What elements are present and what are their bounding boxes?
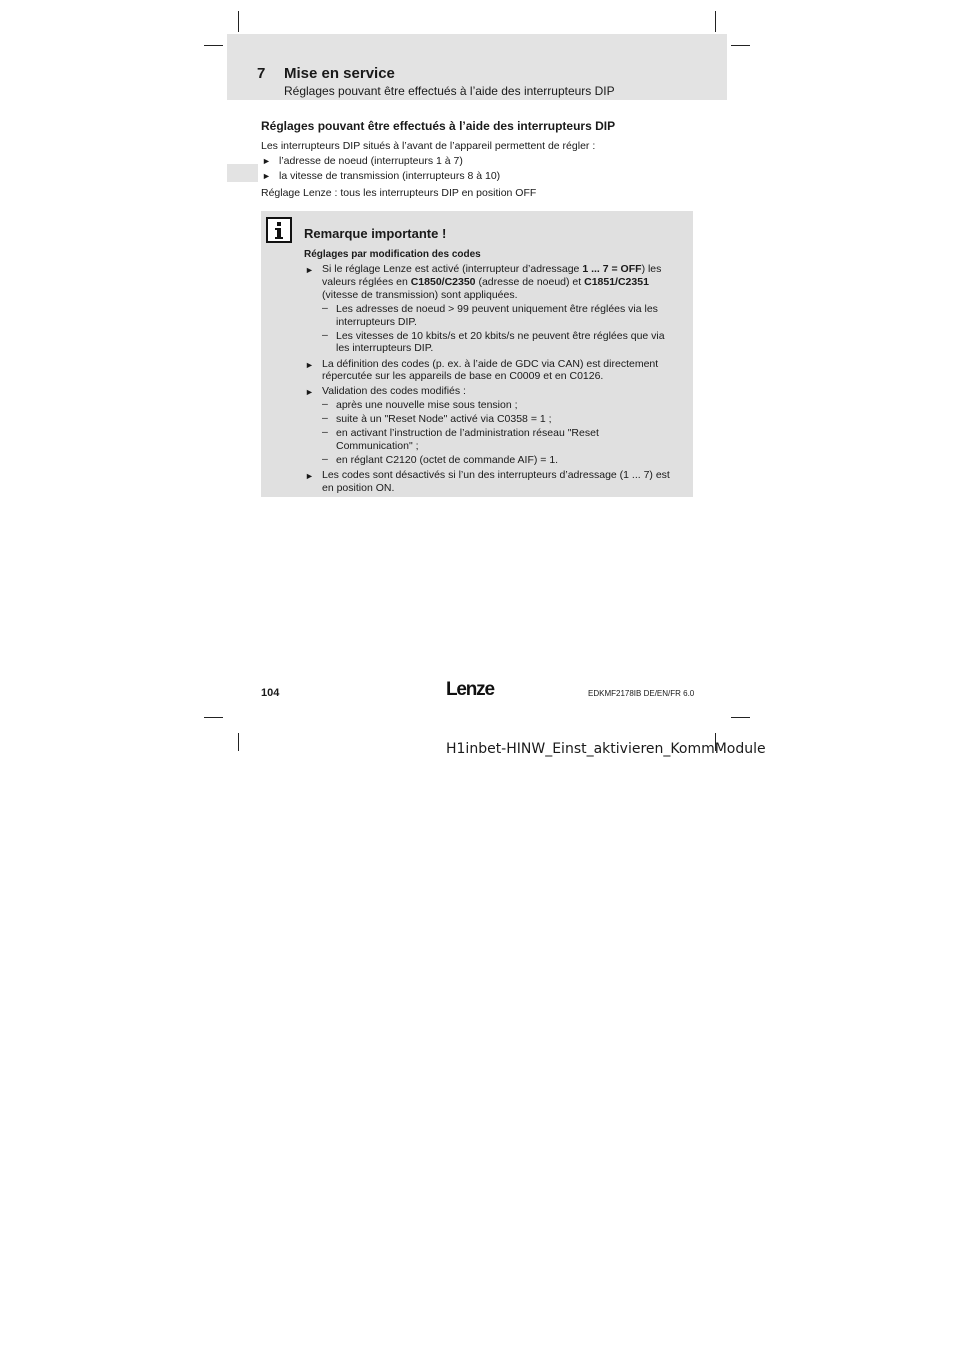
bullet-arrow-icon: ► bbox=[262, 156, 271, 166]
page-number: 104 bbox=[261, 687, 280, 699]
note-title: Remarque importante ! bbox=[304, 226, 447, 241]
dash-icon: – bbox=[322, 302, 328, 314]
note-line: en position ON. bbox=[322, 482, 395, 494]
side-tab bbox=[227, 164, 258, 182]
dash-icon: – bbox=[322, 453, 328, 465]
bullet-arrow-icon: ► bbox=[262, 171, 271, 181]
note-line: Si le réglage Lenze est activé (interrupteur d’adressage 1 ... 7 = OFF) les bbox=[322, 263, 662, 275]
crop-mark bbox=[204, 45, 223, 46]
note-line: Validation des codes modifiés : bbox=[322, 385, 466, 397]
note-line: Communication" ; bbox=[336, 440, 419, 452]
note-line: en réglant C2120 (octet de commande AIF) = 1. bbox=[336, 454, 559, 466]
chapter-subtitle: Réglages pouvant être effectués à l’aide des interrupteurs DIP bbox=[284, 84, 615, 98]
note-line: en activant l’instruction de l’administration réseau "Reset bbox=[336, 427, 599, 439]
lenze-setting: Réglage Lenze : tous les interrupteurs DIP en position OFF bbox=[261, 187, 537, 199]
bullet-arrow-icon: ► bbox=[305, 387, 314, 397]
section-title: Réglages pouvant être effectués à l’aide des interrupteurs DIP bbox=[261, 119, 616, 133]
crop-mark bbox=[238, 11, 239, 32]
note-line: Les vitesses de 10 kbits/s et 20 kbits/s ne peuvent être réglées que via bbox=[336, 330, 665, 342]
dash-icon: – bbox=[322, 329, 328, 341]
list-item: l’adresse de noeud (interrupteurs 1 à 7) bbox=[279, 155, 463, 167]
dash-icon: – bbox=[322, 412, 328, 424]
filename-label: H1inbet-HINW_Einst_aktivieren_KommModule bbox=[446, 741, 766, 757]
note-subtitle: Réglages par modification des codes bbox=[304, 249, 481, 260]
note-line: valeurs réglées en C1850/C2350 (adresse de noeud) et C1851/C2351 bbox=[322, 276, 649, 288]
note-line: après une nouvelle mise sous tension ; bbox=[336, 399, 518, 411]
crop-mark bbox=[731, 45, 750, 46]
crop-mark bbox=[715, 11, 716, 32]
section-intro: Les interrupteurs DIP situés à l’avant de l’appareil permettent de régler : bbox=[261, 140, 596, 152]
note-line: suite à un "Reset Node" activé via C0358 = 1 ; bbox=[336, 413, 552, 425]
bullet-arrow-icon: ► bbox=[305, 360, 314, 370]
note-line: interrupteurs DIP. bbox=[336, 316, 417, 328]
dash-icon: – bbox=[322, 398, 328, 410]
lenze-logo: Lenze bbox=[446, 679, 494, 700]
crop-mark bbox=[731, 717, 750, 718]
bullet-arrow-icon: ► bbox=[305, 265, 314, 275]
note-line: répercutée sur les appareils de base en C0009 et en C0126. bbox=[322, 370, 604, 382]
note-line: (vitesse de transmission) sont appliquées. bbox=[322, 289, 518, 301]
note-line: Les adresses de noeud > 99 peuvent uniquement être réglées via les bbox=[336, 303, 658, 315]
note-line: Les codes sont désactivés si l’un des interrupteurs d’adressage (1 ... 7) est bbox=[322, 469, 670, 481]
doc-code: EDKMF2178IB DE/EN/FR 6.0 bbox=[588, 689, 695, 698]
info-icon bbox=[266, 217, 292, 243]
list-item: la vitesse de transmission (interrupteurs 8 à 10) bbox=[279, 170, 501, 182]
chapter-title: Mise en service bbox=[284, 65, 395, 82]
bullet-arrow-icon: ► bbox=[305, 471, 314, 481]
crop-mark bbox=[204, 717, 223, 718]
chapter-number: 7 bbox=[257, 65, 266, 82]
note-line: La définition des codes (p. ex. à l’aide de GDC via CAN) est directement bbox=[322, 358, 659, 370]
note-line: les interrupteurs DIP. bbox=[336, 342, 434, 354]
dash-icon: – bbox=[322, 426, 328, 438]
crop-mark bbox=[238, 733, 239, 751]
